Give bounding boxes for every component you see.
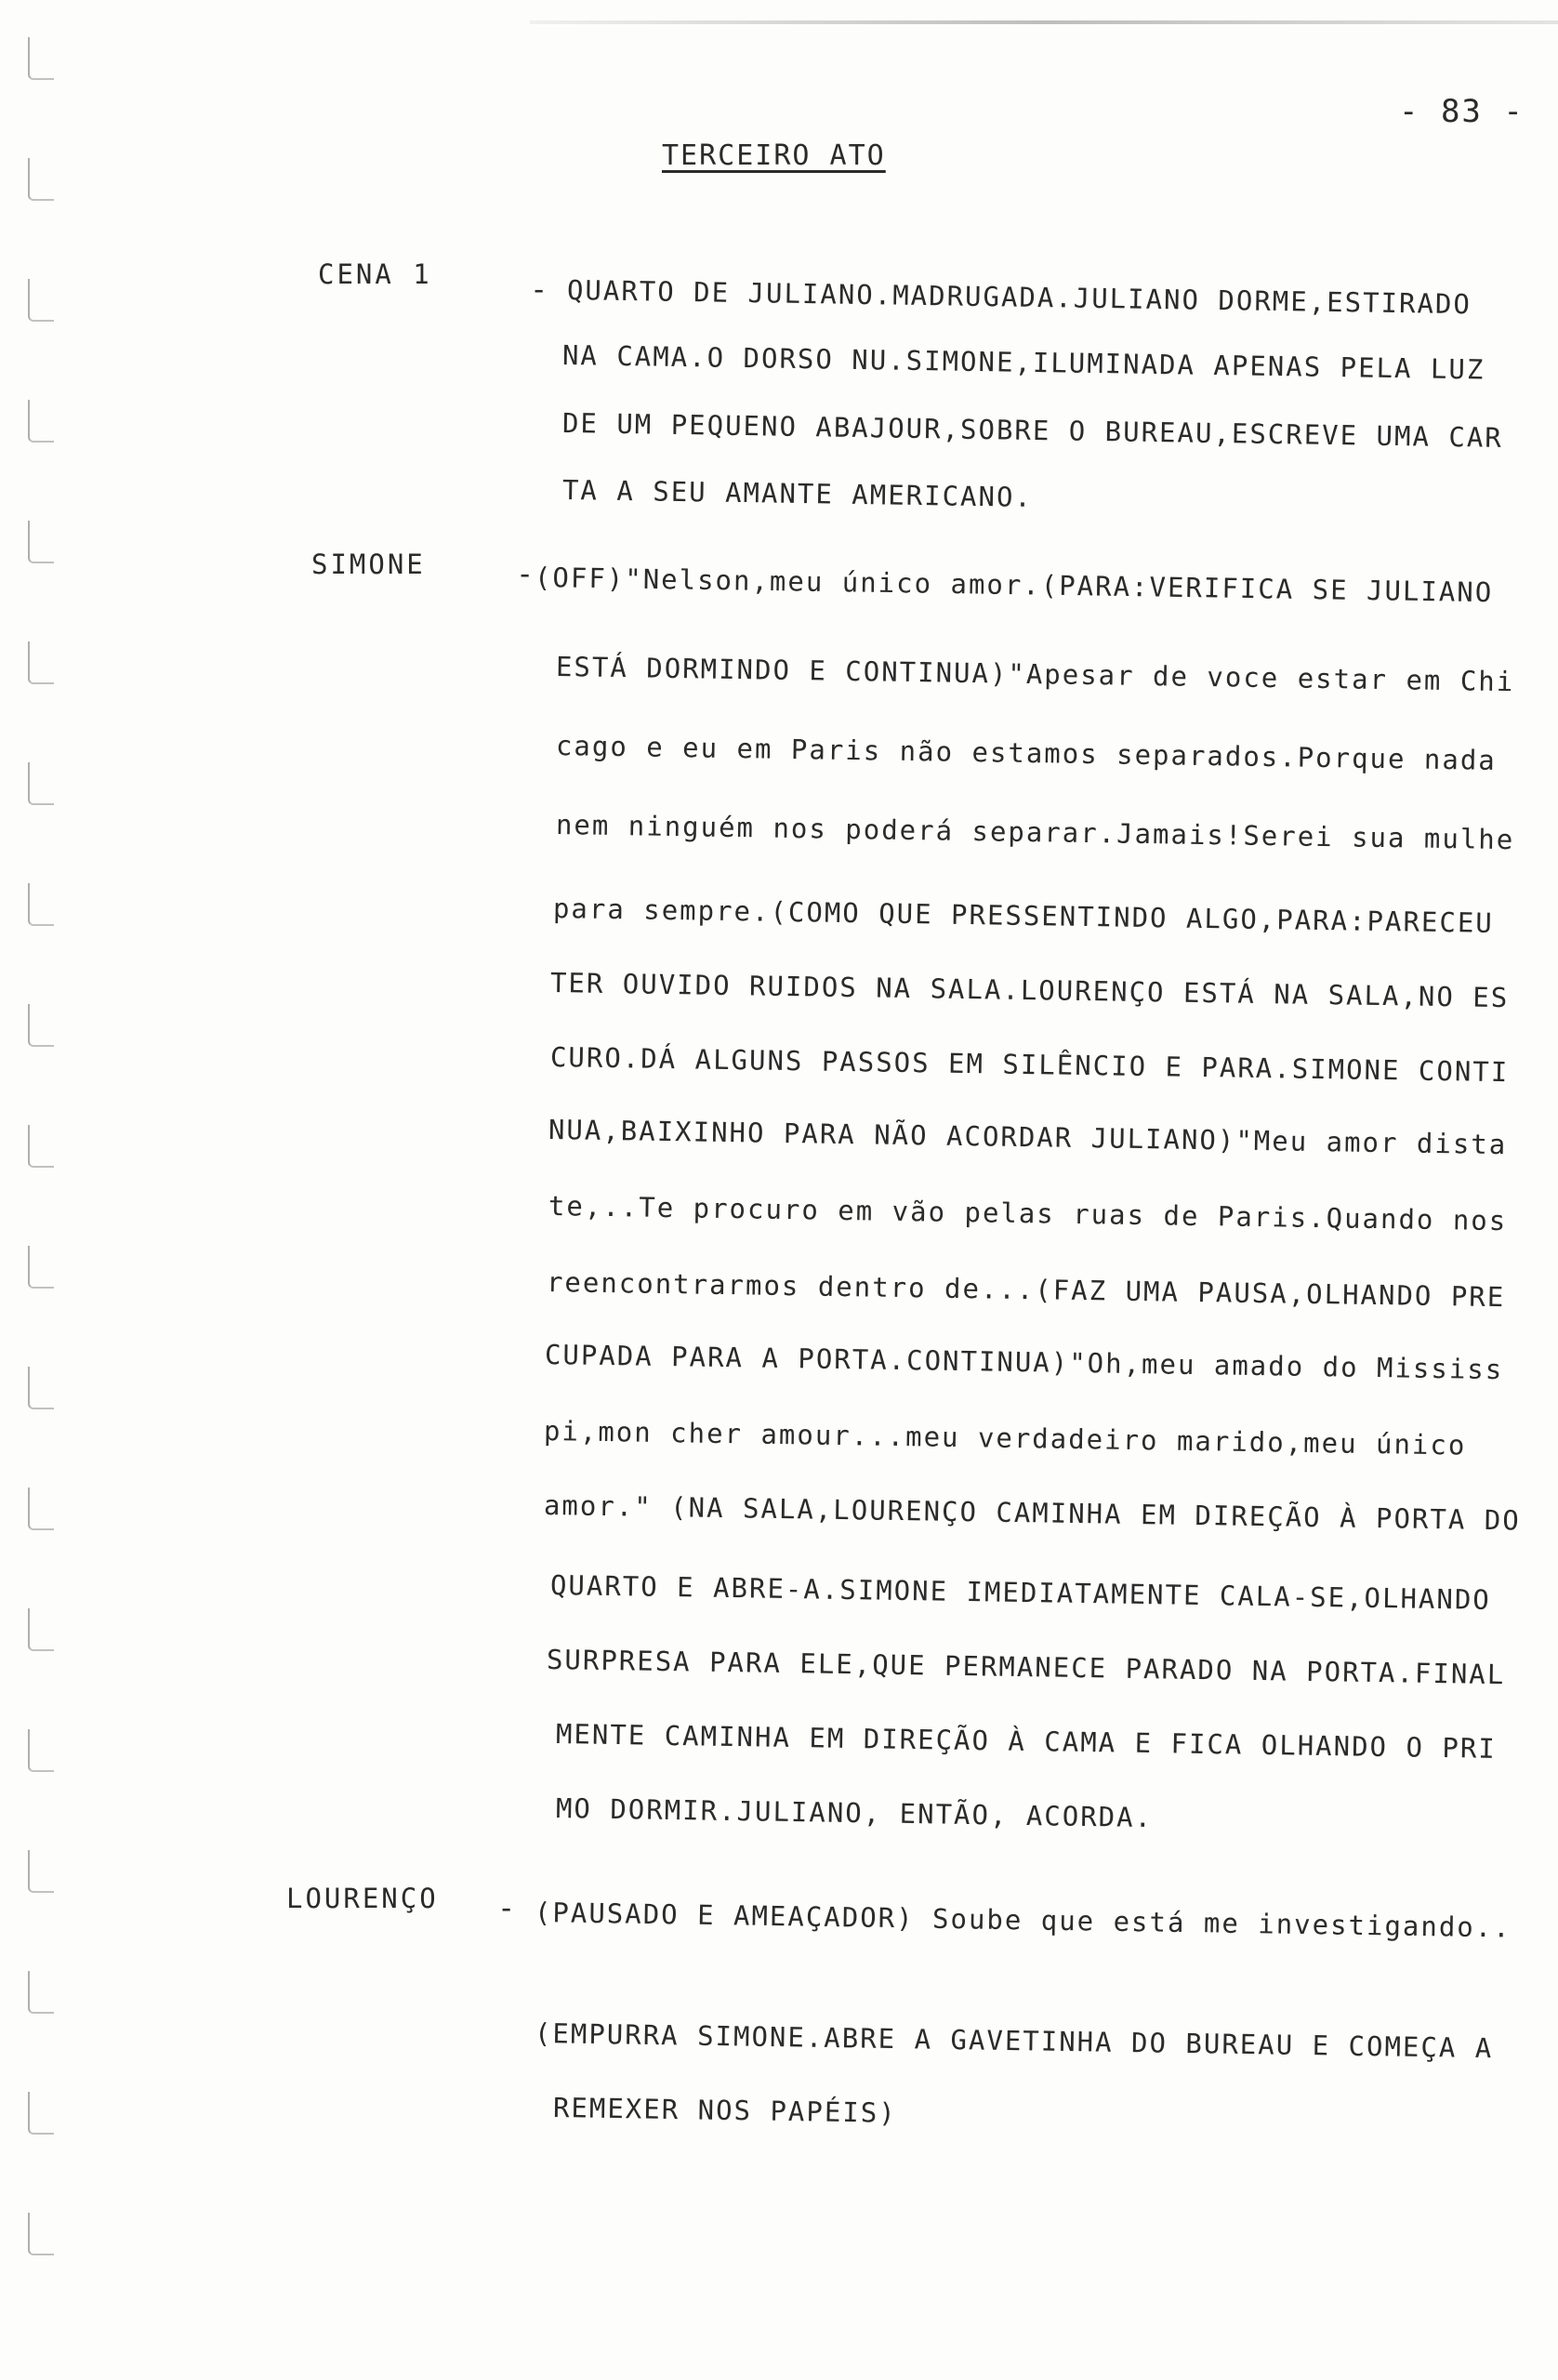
speech-dash: - (497, 1890, 516, 1925)
page-number: - 83 - (1399, 93, 1525, 130)
speech-dash: - (516, 556, 535, 591)
scene-label: CENA 1 (318, 258, 432, 290)
dialogue-line: cago e eu em Paris não estamos separados.Porque nada (555, 730, 1498, 776)
scene-dash: - (530, 271, 548, 307)
binder-marks (0, 0, 65, 2380)
scan-top-edge (530, 20, 1558, 24)
dialogue-line: CUPADA PARA A PORTA.CONTINUA)"Oh,meu amado do Mississ (544, 1339, 1504, 1386)
dialogue-line: SURPRESA PARA ELE,QUE PERMANECE PARADO NA PORTA.FINAL (546, 1644, 1506, 1691)
dialogue-line: NUA,BAIXINHO PARA NÃO ACORDAR JULIANO)"Meu amor dista (548, 1114, 1508, 1161)
dialogue-line: para sempre.(COMO QUE PRESSENTINDO ALGO,PARA:PARECEU (552, 892, 1495, 939)
dialogue-line: pi,mon cher amour...meu verdadeiro marido,meu único (543, 1415, 1467, 1461)
dialogue-line: nem ninguém nos poderá separar.Jamais!Serei sua mulhe (555, 809, 1515, 856)
stage-direction-line: TA A SEU AMANTE AMERICANO. (561, 474, 1034, 513)
dialogue-line: reencontrarmos dentro de...(FAZ UMA PAUSA,OLHANDO PRE (546, 1266, 1506, 1314)
stage-direction-line: REMEXER NOS PAPÉIS) (552, 2092, 897, 2129)
dialogue-line: ESTÁ DORMINDO E CONTINUA)"Apesar de voce estar em Chi (555, 651, 1515, 698)
dialogue-line: MENTE CAMINHA EM DIREÇÃO À CAMA E FICA OLHANDO O PRI (555, 1718, 1498, 1765)
dialogue-line: TER OUVIDO RUIDOS NA SALA.LOURENÇO ESTÁ NA SALA,NO ES (549, 967, 1510, 1014)
dialogue-line: (PAUSADO E AMEAÇADOR) Soube que está me investigando.. (534, 1897, 1512, 1944)
dialogue-line: amor." (NA SALA,LOURENÇO CAMINHA EM DIREÇÃO À PORTA DO (543, 1489, 1521, 1537)
dialogue-line: MO DORMIR.JULIANO, ENTÃO, ACORDA. (555, 1792, 1154, 1834)
dialogue-line: te,..Te procuro em vão pelas ruas de Paris.Quando nos (548, 1190, 1508, 1237)
stage-direction-line: NA CAMA.O DORSO NU.SIMONE,ILUMINADA APENAS PELA LUZ (561, 339, 1485, 386)
speaker-simone: SIMONE (311, 549, 426, 580)
dialogue-line: QUARTO E ABRE-A.SIMONE IMEDIATAMENTE CALA-SE,OLHANDO (549, 1569, 1492, 1616)
speaker-lourenco: LOURENÇO (286, 1883, 439, 1914)
stage-direction-line: DE UM PEQUENO ABAJOUR,SOBRE O BUREAU,ESCREVE UMA CAR (561, 407, 1504, 454)
dialogue-line: (OFF)"Nelson,meu único amor.(PARA:VERIFICA SE JULIANO (534, 562, 1494, 609)
act-title: TERCEIRO ATO (662, 139, 886, 172)
stage-direction-line: (EMPURRA SIMONE.ABRE A GAVETINHA DO BUREAU E COMEÇA A (534, 2017, 1494, 2065)
dialogue-line: CURO.DÁ ALGUNS PASSOS EM SILÊNCIO E PARA.SIMONE CONTI (549, 1041, 1510, 1089)
stage-direction-line: QUARTO DE JULIANO.MADRUGADA.JULIANO DORME,ESTIRADO (566, 274, 1472, 321)
